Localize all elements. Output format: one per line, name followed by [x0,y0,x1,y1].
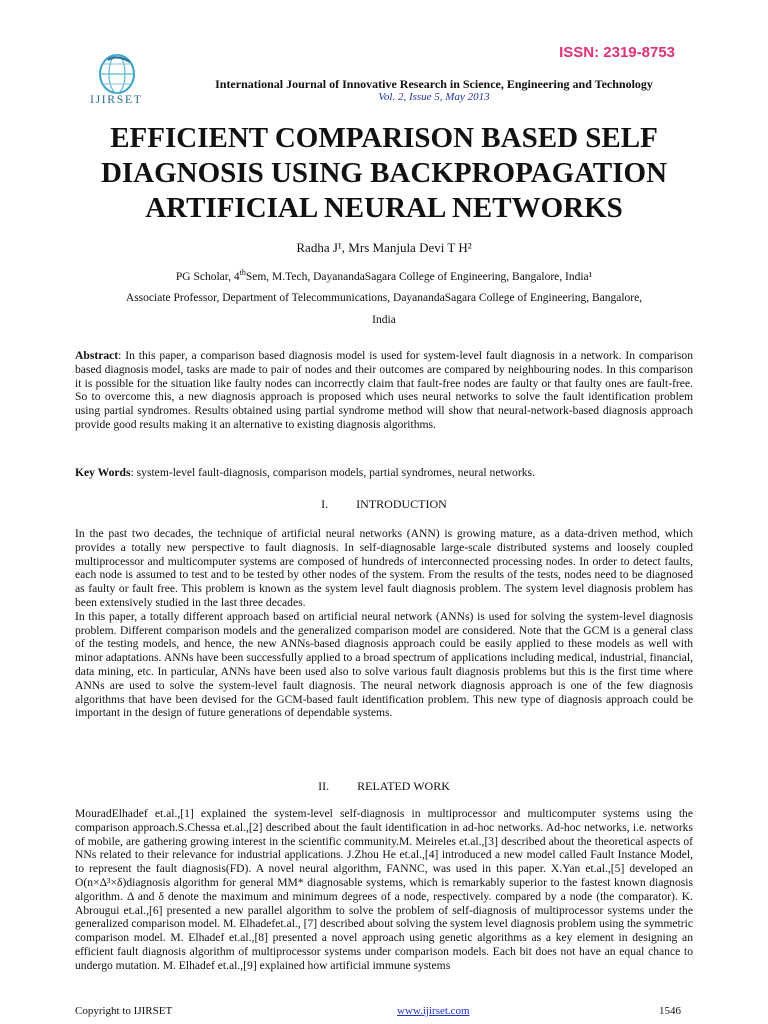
section-heading-introduction [75,497,693,512]
journal-logo [86,52,156,108]
paper-authors: Radha J¹, Mrs Manjula Devi T H² [296,240,472,255]
section-number: I. [321,497,329,511]
globe-icon [86,52,148,96]
journal-name: International Journal of Innovative Research in Science, Engineering and Technology [215,77,653,91]
page-number: 1546 [659,1005,681,1017]
section-title: RELATED WORK [357,779,450,793]
related-work-body [75,807,693,973]
paragraph: MouradElhadef et.al.,[1] explained the system-level self-diagnosis in multiprocessor and multicomputer systems using the comparison approach.S.Chessa et.al.,[2] described about the fault identification in ad-hoc networks. Ad-hoc networks, i.e. networks of mobile, are gathering growing interest in the scientific community.M. Meireles et.al.,[3] described about the theoretical aspects of NNs related to their relevance for industrial applications. J.Zhou He et.al.,[4] introduced a new model called Fault Instance Model, to represent the fault diagnosis(FD). A novel neural algorithm, FANNC, was used in this paper. X.Yan et.al.,[5] developed an O(n×Δ³×δ)diagnosis algorithm for general MM* diagnosable systems, which is remarkably superior to the fastest known diagnosis algorithm. Δ and δ denote the maximum and minimum degrees of a node, respectively. compared by a node (the comparator). K. Abrougui et.al.,[6] presented a new parallel algorithm to solve the problem of self-diagnosis of multiprocessor systems under the generalized comparison model. M. Elhadefet.al., [7] described about solving the system level diagnosis problem using the symmetric comparison model. M. Elhadef et.al.,[8] presented a novel approach using genetic algorithms as a key element in designing an efficient fault diagnosis algorithm of multiprocessor systems under comparison models. Each bit does not have an equal chance to undergo mutation. M. Elhadef et.al.,[9] explained how artificial immune systems [75,807,693,972]
abstract [75,349,693,432]
abstract-label: Abstract [75,349,119,362]
affiliation-1 [78,262,690,288]
journal-volume: Vol. 2, Issue 5, May 2013 [378,91,490,103]
footer-copyright: Copyright to IJIRSET [75,1005,173,1017]
footer-url-link[interactable]: www.ijirset.com [397,1005,470,1017]
paragraph: In the past two decades, the technique of artificial neural networks (ANN) is growing mature, as a data-driven method, which provides a totally new perspective to fault diagnosis. In self-diagnosable large-scale distributed systems and loosely coupled multiprocessor and multicomputer systems are composed of hundreds of interconnected processing nodes. In order to detect faults, each node is assumed to test and to be tested by other nodes of the system. From the results of the tests, nodes need to be diagnosed as faulty or fault free. This problem is known as the system level fault diagnosis problem. The system level diagnosis problem has been extensively studied in the last three decades. [75,527,693,609]
affiliation-1-sup: th [239,268,246,277]
introduction-body [75,527,693,720]
keywords [75,466,693,480]
keywords-text: : system-level fault-diagnosis, comparison models, partial syndromes, neural networks. [130,466,535,479]
logo-text: IJIRSET [90,92,143,106]
keywords-label: Key Words [75,466,131,479]
affiliation-2: Associate Professor, Department of Telecommunications, DayanandaSagara College of Engineering, Bangalore, [125,292,643,304]
affiliation-1-pre: PG Scholar, 4 [175,270,240,283]
section-number: II. [318,779,330,793]
paper-title: EFFICIENT COMPARISON BASED SELF DIAGNOSIS USING BACKPROPAGATION ARTIFICIAL NEURAL NETWORKS [100,122,668,224]
affiliation-1-post: Sem, M.Tech, DayanandaSagara College of Engineering, Bangalore, India¹ [245,270,593,283]
affiliation-3: India [372,314,396,326]
section-heading-related-work [75,779,693,794]
section-title: INTRODUCTION [356,497,447,511]
paragraph: In this paper, a totally different approach based on artificial neural network (ANNs) is used for solving the system-level diagnosis problem. Different comparison models and the generalized comparison model are considered. Note that the GCM is a general class of the testing models, and hence, the new ANNs-based diagnosis approach could be easily applied to these models as well with minor adaptations. ANNs have been successfully applied to a broad spectrum of applications including medical, industrial, financial, data mining, etc. In particular, ANNs have been used also to solve various fault diagnosis problems but this is the first time where ANNs are used to solve the system-level fault diagnosis. The neural network diagnosis approach is one of the few diagnosis algorithms that have been devised for the GCM-based fault identification problem. This new type of diagnosis approach could be important in the design of future generations of dependable systems. [75,609,693,720]
page-footer [75,1005,693,1019]
abstract-text: : In this paper, a comparison based diagnosis model is used for system-level fault diagnosis in a network. In comparison based diagnosis model, tasks are made to pair of nodes and their outcomes are compared by neighbouring nodes. In this comparison it is possible for the situation like faulty nodes can incorrectly claim that fault-free nodes are faulty or that faulty ones are fault-free. So to overcome this, a new diagnosis approach is proposed which uses neural networks to solve the fault identification problem using partial syndromes. Results obtained using partial syndrome method will show that neural-network-based diagnosis approach provide good results making it an alternative to existing diagnosis algorithms. [75,349,693,431]
issn-label: ISSN: 2319-8753 [559,44,675,61]
